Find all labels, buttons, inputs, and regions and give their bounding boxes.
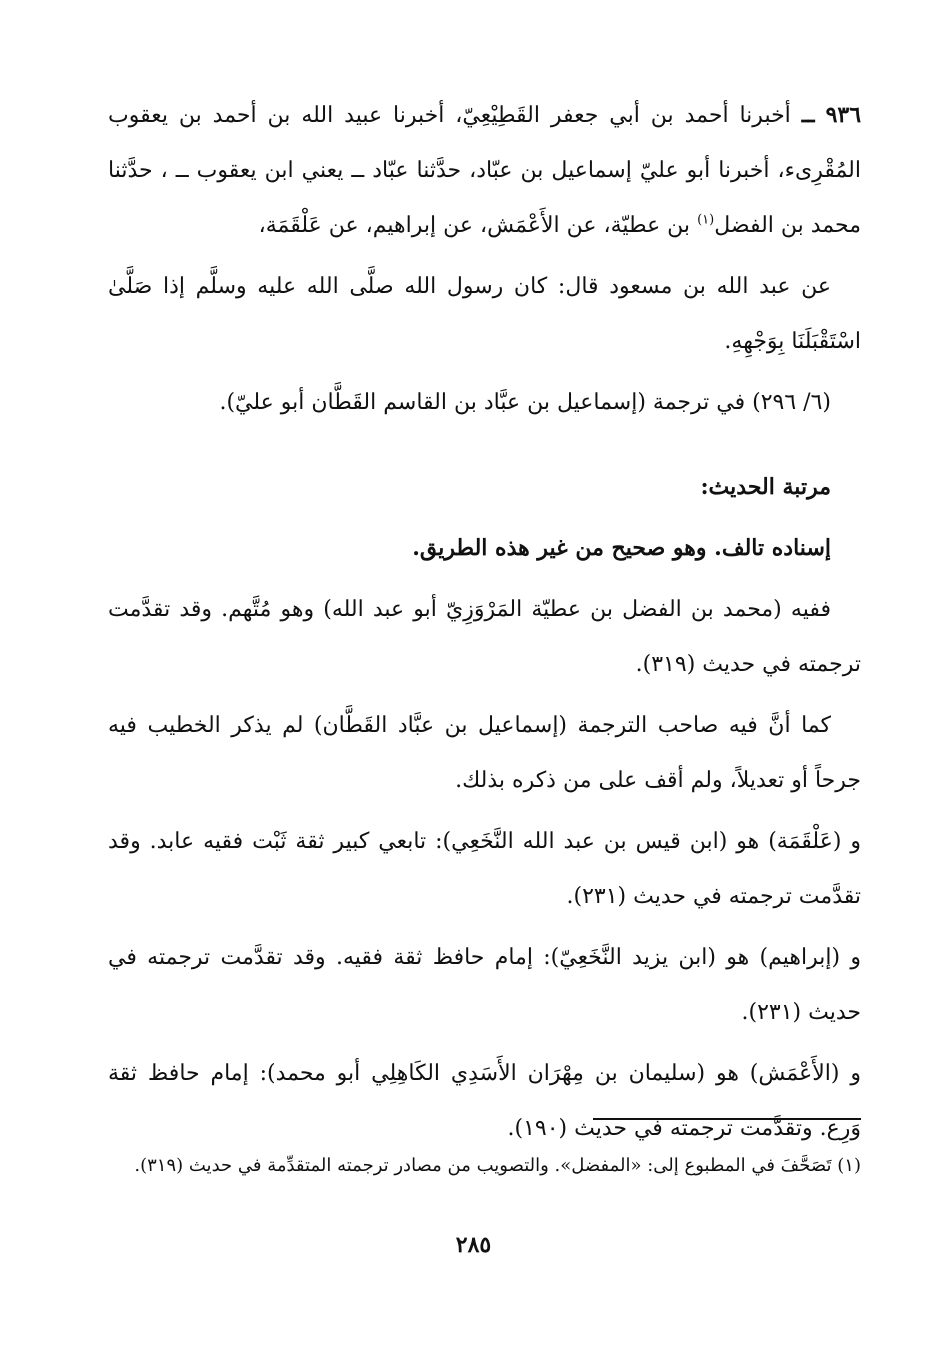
footnote-marker[interactable]: (١) — [697, 212, 715, 228]
hadith-matn: عن عبد الله بن مسعود قال: كان رسول الله صلَّى الله عليه وسلَّم إذا صَلَّىٰ اسْتَقْبَلَنَا بِوَجْهِهِ. — [108, 274, 861, 354]
grading-title: مرتبة الحديث: — [700, 474, 831, 500]
commentary-paragraph: و (إبراهيم) هو (ابن يزيد النَّخَعِيّ): إمام حافظ ثقة فقيه. وقد تقدَّمت ترجمته في حديث (٢٣١). — [108, 945, 861, 1025]
footnote-divider — [593, 1118, 861, 1120]
isnad-text-part1: أخبرنا أحمد بن أبي جعفر القَطِيْعِيّ، أخبرنا عبيد الله بن أحمد بن يعقوب المُقْرِىء، أخبرنا أبو عليّ إسماعيل بن عبّاد، حدَّثنا عبّاد ــ يعني ابن يعقوب ــ ، حدَّثنا محمد بن الفضل — [108, 103, 861, 238]
hadith-number: ٩٣٦ — [825, 102, 862, 128]
commentary-paragraph: و (الأَعْمَش) هو (سليمان بن مِهْرَان الأَسَدِي الكَاهِلِي أبو محمد): إمام حافظ ثقة وَرِع. وتقدَّمت ترجمته في حديث (١٩٠). — [108, 1061, 861, 1141]
commentary-paragraph: ففيه (محمد بن الفضل بن عطيّة المَرْوَزِيّ أبو عبد الله) وهو مُتَّهم. وقد تقدَّمت ترجمته في حديث (٣١٩). — [108, 597, 861, 677]
grading-verdict: إسناده تالف. وهو صحيح من غير هذه الطريق. — [412, 535, 831, 561]
page-number: ٢٨٥ — [455, 1232, 492, 1258]
footnote-text: (١) تَصَحَّفَ في المطبوع إلى: «المفضل». والتصويب من مصادر ترجمته المتقدِّمة في حديث (٣١٩). — [134, 1155, 861, 1176]
commentary-paragraph: كما أنَّ فيه صاحب الترجمة (إسماعيل بن عبَّاد القَطَّان) لم يذكر الخطيب فيه جرحاً أو تعديلاً، ولم أقف على من ذكره بذلك. — [108, 713, 861, 793]
hadith-isnad — [108, 88, 861, 253]
hadith-number-dash: ــ — [801, 102, 815, 128]
hadith-reference: (٦/ ٢٩٦) في ترجمة (إسماعيل بن عبَّاد بن القاسم القَطَّان أبو عليّ). — [219, 390, 831, 415]
isnad-text-part2: بن عطيّة، عن الأَعْمَش، عن إبراهيم، عن عَلْقَمَة، — [258, 213, 691, 238]
commentary-paragraph: و (عَلْقَمَة) هو (ابن قيس بن عبد الله النَّخَعِي): تابعي كبير ثقة ثَبْت فقيه عابد. وقد تقدَّمت ترجمته في حديث (٢٣١). — [108, 829, 861, 909]
